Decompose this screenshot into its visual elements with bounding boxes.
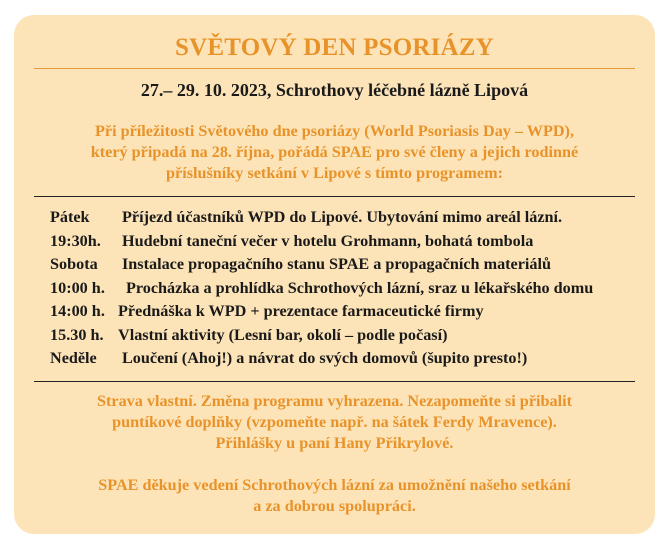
event-title: SVĚTOVÝ DEN PSORIÁZY xyxy=(175,34,494,61)
intro-line: Při příležitosti Světového dne psoriázy (World Psoriasis Day – WPD), xyxy=(95,122,574,140)
thanks-line: a za dobrou spolupráci. xyxy=(253,497,416,515)
program-bottom-divider xyxy=(34,381,635,382)
event-card xyxy=(14,15,655,534)
event-date-place: 27.– 29. 10. 2023, Schrothovy léčebné lázně Lipová xyxy=(140,80,529,100)
program-activity: Přednáška k WPD + prezentace farmaceutické firmy xyxy=(118,302,484,320)
program-activity: Procházka a prohlídka Schrothových lázní, sraz u lékařského domu xyxy=(126,278,594,297)
program-day: 14:00 h. xyxy=(50,302,105,320)
program-day: 10:00 h. xyxy=(50,278,105,297)
program-activity: Loučení (Ahoj!) a návrat do svých domovů (šupito presto!) xyxy=(122,349,528,367)
intro-paragraph xyxy=(24,121,645,184)
footer-notes xyxy=(24,391,645,517)
program-activity: Vlastní aktivity (Lesní bar, okolí – podle počasí) xyxy=(118,325,448,344)
title-divider xyxy=(34,68,635,69)
footer-line: Strava vlastní. Změna programu vyhrazena. Nezapomeňte si přibalit xyxy=(97,392,572,410)
footer-line: Přihlášky u paní Hany Přikrylové. xyxy=(215,434,454,452)
program-day: Sobota xyxy=(50,255,98,273)
intro-line: který připadá na 28. října, pořádá SPAE pro své členy a jejich rodinné xyxy=(90,143,579,161)
program-day: Neděle xyxy=(50,349,97,367)
thanks-line: SPAE děkuje vedení Schrothových lázní za umožnění našeho setkání xyxy=(98,476,571,494)
program-day: 19:30h. xyxy=(50,231,101,250)
footer-line: puntíkové doplňky (vzpomeňte např. na šátek Ferdy Mravence). xyxy=(112,413,557,431)
intro-line: příslušníky setkání v Lipové s tímto programem: xyxy=(166,164,503,182)
program-activity: Příjezd účastníků WPD do Lipové. Ubytování mimo areál lázní. xyxy=(122,208,563,226)
program-day: Pátek xyxy=(50,208,90,226)
program-activity: Instalace propagačního stanu SPAE a propagačních materiálů xyxy=(122,255,552,273)
program-activity: Hudební taneční večer v hotelu Grohmann, bohatá tombola xyxy=(122,231,534,250)
program-day: 15.30 h. xyxy=(50,325,104,344)
footer-spacer xyxy=(24,454,645,475)
program-top-divider xyxy=(34,196,635,197)
